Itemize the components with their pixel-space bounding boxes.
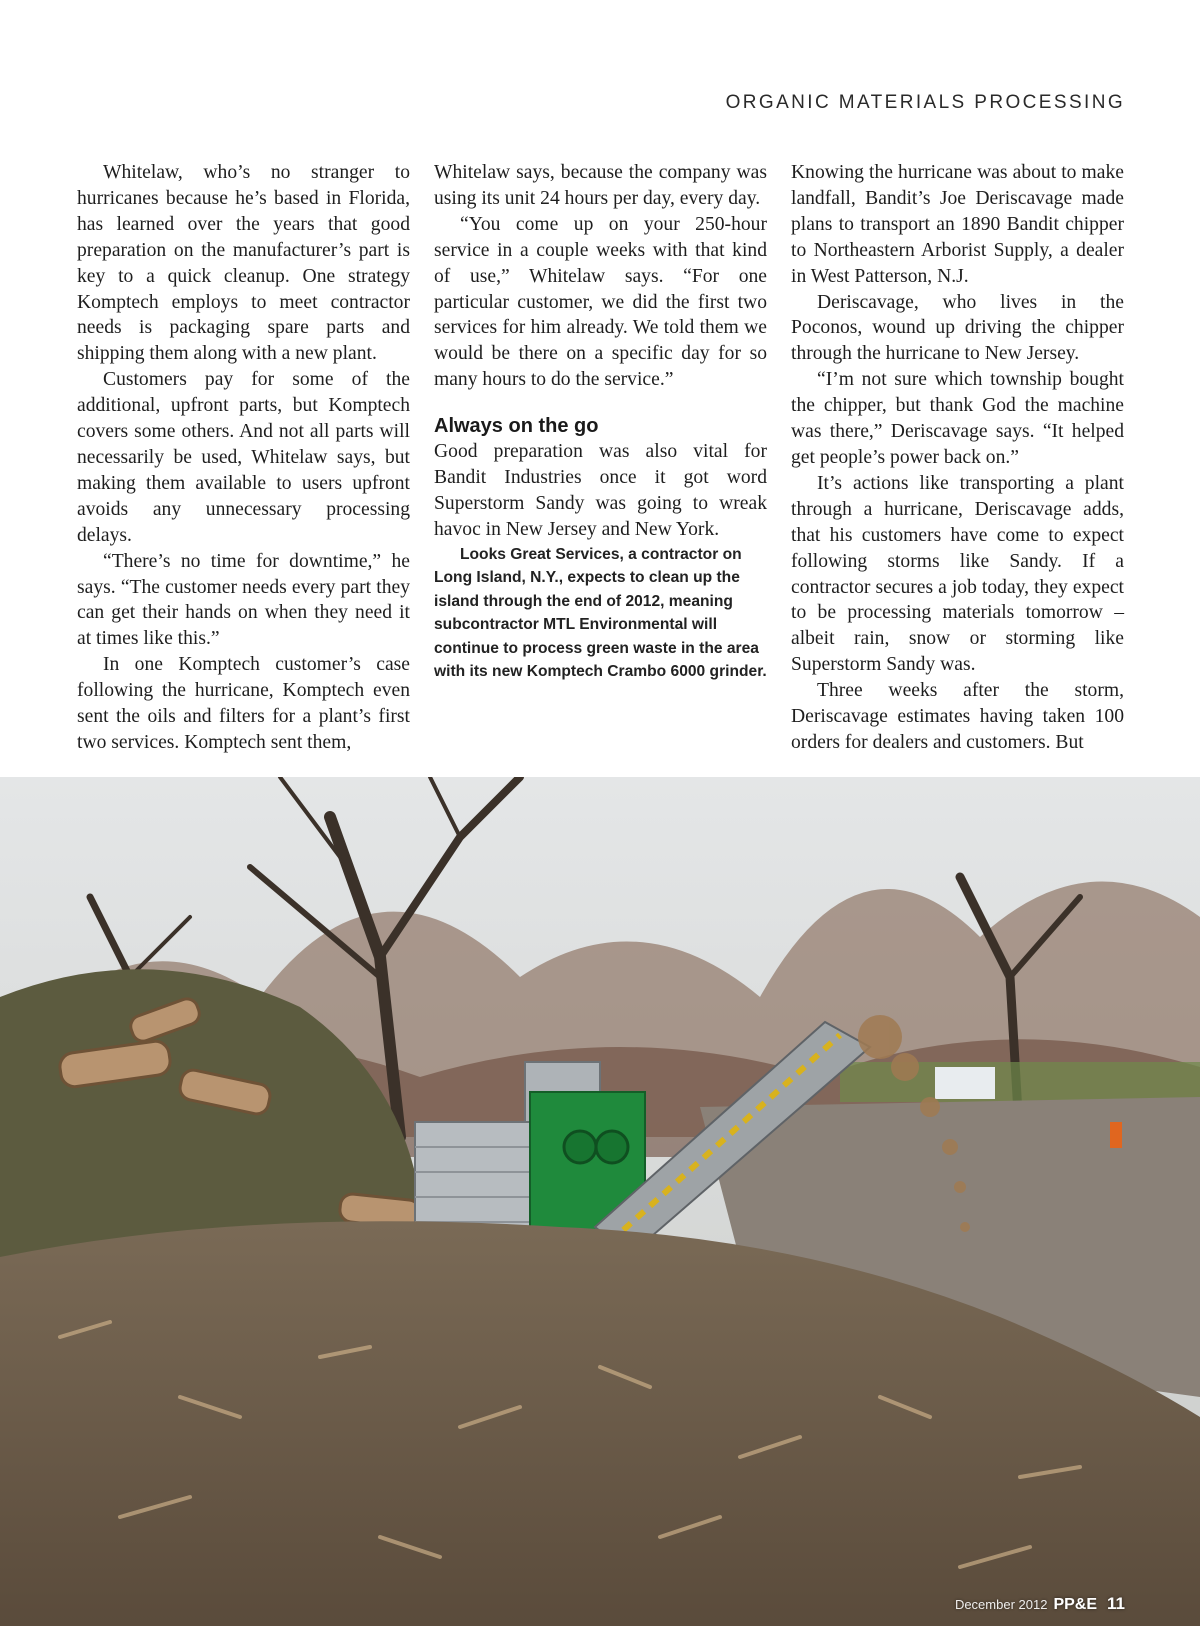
grinder-photo-illustration (0, 777, 1200, 1626)
paragraph: Knowing the hurricane was about to make landfall, Bandit’s Joe Deriscavage made plans to transport an 1890 Bandit chipper to Northeastern Arborist Supply, a dealer in West Patterson, N.J. (791, 162, 1124, 287)
paragraph: It’s actions like transporting a plant through a hurricane, Deriscavage adds, that his customers have come to expect following storms like Sandy. If a contractor secures a job today, they expect to be processing materials tomorrow – albeit rain, snow or storming like Superstorm Sandy was. (791, 472, 1124, 676)
section-header: ORGANIC MATERIALS PROCESSING (725, 92, 1125, 113)
issue-date: December 2012 (954, 1597, 1048, 1612)
article-column-2 (434, 160, 767, 684)
paragraph: “There’s no time for downtime,” he says. “The customer needs every part they can get their hands on when they need it at times like this.” (77, 550, 410, 650)
page-number: 11 (1107, 1594, 1125, 1613)
paragraph: Deriscavage, who lives in the Poconos, wound up driving the chipper through the hurricane to New Jersey. (791, 291, 1124, 365)
magazine-name: PP&E (1053, 1596, 1098, 1613)
article-photo (0, 777, 1200, 1626)
page-footer (955, 1594, 1125, 1614)
subheading: Always on the go (434, 415, 599, 438)
paragraph: Whitelaw says, because the company was using its unit 24 hours per day, every day. (434, 162, 767, 209)
article-column-3 (791, 160, 1124, 756)
article-column-1 (77, 160, 410, 756)
paragraph: Whitelaw, who’s no stranger to hurricanes because he’s based in Florida, has learned over the years that good preparation on the manufacturer’s part is key to a quick cleanup. One strategy Komptech employs to meet contractor needs is packaging spare parts and shipping them along with a new plant. (77, 162, 410, 365)
paragraph: “I’m not sure which township bought the chipper, but thank God the machine was there,” Deriscavage says. “It helped get people’s power back on.” (791, 369, 1124, 468)
building (935, 1067, 995, 1099)
traffic-cone (1110, 1122, 1122, 1148)
paragraph: Good preparation was also vital for Bandit Industries once it got word Superstorm Sandy was going to wreak havoc in New Jersey and New York. (434, 441, 767, 540)
paragraph: Customers pay for some of the additional, upfront parts, but Komptech covers some others. And not all parts will necessarily be used, Whitelaw says, but making them available to users upfront avoids any unnecessary processing delays. (77, 369, 410, 546)
paragraph: “You come up on your 250-hour service in a couple weeks with that kind of use,” Whitelaw says. “For one particular customer, we did the first two services for him already. We told them we would be there on a specific day for so many hours to do the service.” (434, 213, 767, 391)
paragraph: In one Komptech customer’s case following the hurricane, Komptech even sent the oils and filters for a plant’s first two services. Komptech sent them, (77, 654, 410, 753)
paragraph: Three weeks after the storm, Deriscavage estimates having taken 100 orders for dealers and customers. But (791, 680, 1124, 753)
photo-caption: Looks Great Services, a contractor on Long Island, N.Y., expects to clean up the island through the end of 2012, meaning subcontractor MTL Environmental will continue to process green waste in the area with its new Komptech Crambo 6000 grinder. (434, 545, 767, 681)
